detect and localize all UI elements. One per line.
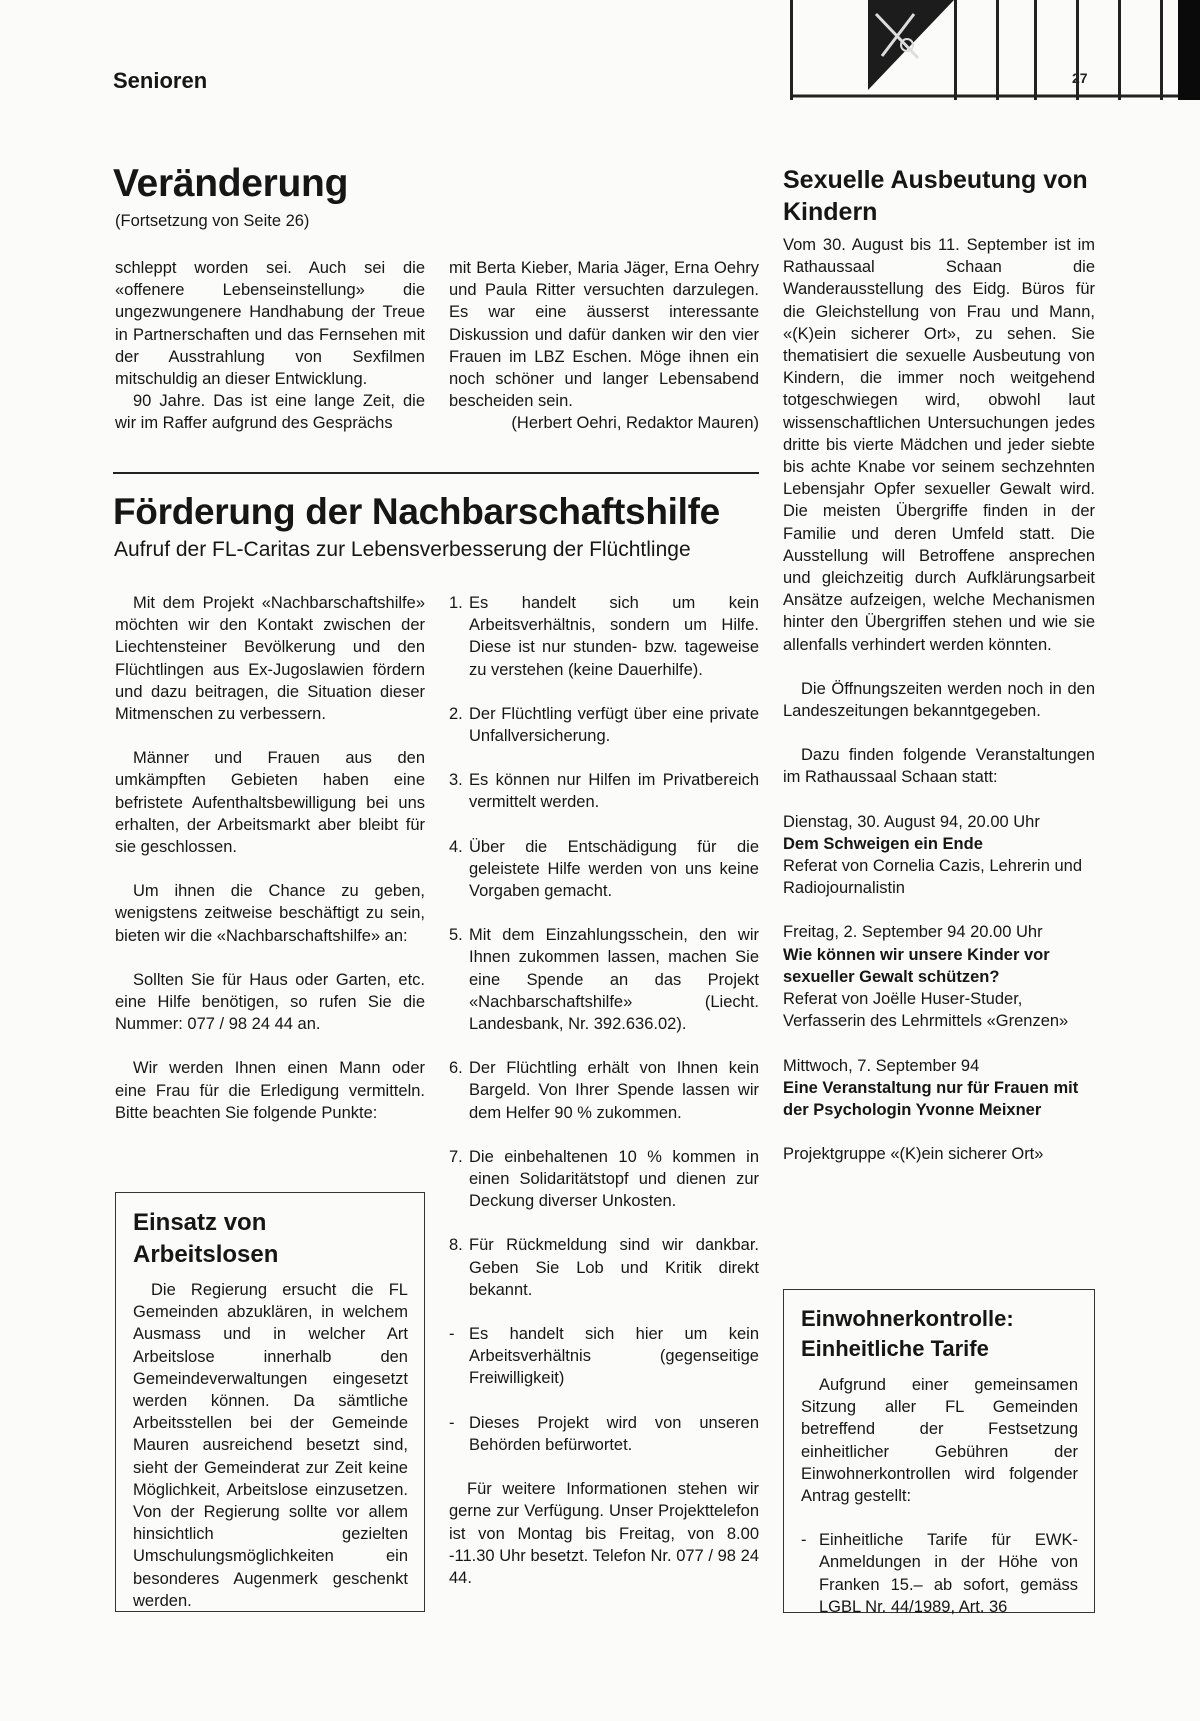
- article2-col1: [115, 592, 425, 1124]
- event-date: Freitag, 2. September 94 20.00 Uhr: [783, 923, 1043, 942]
- box-arbeitslose-text: Die Regierung ersucht die FL Gemeinden abzuklären, in welchem Ausmass und in welcher Art Arbeitslose innerhalb den Gemeindeverwaltungen eingesetzt werden können. Da sämtliche Arbeitsstellen bei der Gemeinde Mauren ausreichend besetzt sind, sieht der Gemeinderat zur Zeit keine Möglichkeit, Arbeitslose einzusetzen. Von der Regierung sollte vor allem hinsichtlich gezielten Umschulungsmöglichkeiten ein besonderes Augenmerk geschenkt werden.: [133, 1281, 408, 1610]
- section-title: Senioren: [113, 68, 208, 93]
- article1-author: (Herbert Oehri, Redaktor Mauren): [511, 414, 759, 433]
- article2-para: Sollten Sie für Haus oder Garten, etc. eine Hilfe benötigen, so rufen Sie die Nummer: 077 / 98 24 44 an.: [115, 970, 425, 1034]
- list-text: Es handelt sich um kein Arbeitsverhältnis, sondern um Hilfe. Diese ist nur stunden- bzw. tageweise zu verstehen (keine Dauerhilfe).: [469, 594, 759, 679]
- article3-body: [783, 234, 1095, 1165]
- article1-para: schleppt worden sei. Auch sei die «offenere Lebenseinstellung» die ungezwungenere Handhabung der Treue in Partnerschaften und das Fernsehen mit der Ausstrahlung von Sexfilmen mitschuldig an dieser Entwicklung.: [115, 259, 425, 389]
- article3-para: Die Öffnungszeiten werden noch in den Landeszeitungen bekanntgegeben.: [783, 679, 1095, 721]
- box-einwohner-text: Aufgrund einer gemeinsamen Sitzung aller FL Gemeinden betreffend der Festsetzung einheitlicher Gebühren der Einwohnerkontrollen wird folgender Antrag gestellt:: [801, 1376, 1078, 1506]
- list-text: Es können nur Hilfen im Privatbereich vermittelt werden.: [469, 771, 759, 812]
- divider: [113, 472, 759, 474]
- box-einwohner-item: Einheitliche Tarife für EWK-Anmeldungen in der Höhe von Franken 15.– ab sofort, gemäss LGBL Nr. 44/1989, Art. 36: [819, 1531, 1078, 1616]
- event-date: Dienstag, 30. August 94, 20.00 Uhr: [783, 812, 1040, 831]
- article2-para: Wir werden Ihnen einen Mann oder eine Frau für die Erledigung vermitteln. Bitte beachten Sie folgende Punkte:: [115, 1059, 425, 1122]
- article3-para: Dazu finden folgende Veranstaltungen im Rathaussaal Schaan statt:: [783, 746, 1095, 787]
- box-einwohner: [783, 1289, 1095, 1616]
- event-title: Dem Schweigen ein Ende: [783, 834, 983, 853]
- article1-col1: [115, 257, 425, 435]
- article2-col2: [449, 592, 759, 1589]
- article1-para: 90 Jahre. Das ist eine lange Zeit, die wir im Raffer aufgrund des Gesprächs: [115, 392, 425, 433]
- list-marker: -: [449, 1413, 455, 1432]
- article2-closing: Für weitere Informationen stehen wir gerne zur Verfügung. Unser Projekttelefon ist von Montag bis Freitag, von 8.00 -11.30 Uhr besetzt. Telefon Nr. 077 / 98 24 44.: [449, 1480, 759, 1587]
- list-marker: 3.: [449, 771, 463, 790]
- event: [783, 1055, 1095, 1122]
- list-text: Mit dem Einzahlungsschein, den wir Ihnen zukommen lassen, machen Sie eine Spende an das Projekt «Nachbarschaftshilfe» (Liecht. Landesbank, Nr. 392.636.02).: [469, 926, 759, 1034]
- article1-title: Veränderung: [113, 162, 349, 205]
- list-item: [449, 1412, 759, 1456]
- article3-para: Vom 30. August bis 11. September ist im Rathaussaal Schaan die Wanderausstellung des Eidg. Büros für die Gleichstellung von Frau und Mann, «(K)ein sicherer Ort», zu sehen. Sie thematisiert die sexuelle Ausbeutung von Kindern, die immer noch weitgehend totgeschwiegen wird, obwohl laut wissenschaftlichen Untersuchungen jedes dritte bis vierte Mädchen und jeder siebte bis achte Knabe vor seinem sechzehnten Lebensjahr Opfer sexueller Gewalt wird. Die meisten Übergriffe finden in der Familie und deren Umfeld statt. Die Ausstellung will Betroffene ansprechen und gleichzeitig durch Aufklärungsarbeit Ansätze aufzeigen, welche Mechanismen hinter den Übergriffen stehen und wie sie allenfalls verhindert werden könnten.: [783, 236, 1095, 654]
- list-marker: 4.: [449, 837, 463, 856]
- list-text: Die einbehaltenen 10 % kommen in einen Solidaritätstopf und dienen zur Deckung diverser Unkosten.: [469, 1147, 759, 1211]
- page-number: 27: [1072, 70, 1088, 86]
- article3-footer: Projektgruppe «(K)ein sicherer Ort»: [783, 1145, 1044, 1164]
- article2-subtitle: Aufruf der FL-Caritas zur Lebensverbesserung der Flüchtlinge: [114, 538, 691, 561]
- header-graphic: [778, 0, 1200, 100]
- list-text: Der Flüchtling verfügt über eine private Unfallversicherung.: [469, 704, 759, 746]
- list-item: [449, 1057, 759, 1124]
- event-desc: Referat von Cornelia Cazis, Lehrerin und Radiojournalistin: [783, 857, 1082, 898]
- box-einwohner-title: Einwohnerkontrolle: Einheitliche Tarife: [801, 1306, 1014, 1361]
- list-marker: 7.: [449, 1147, 463, 1166]
- list-text: Der Flüchtling erhält von Ihnen kein Bargeld. Von Ihrer Spende lassen wir dem Helfer 90 % zukommen.: [469, 1059, 759, 1122]
- event-desc: Referat von Joëlle Huser-Studer, Verfasserin des Lehrmittels «Grenzen»: [783, 990, 1069, 1031]
- event: [783, 921, 1095, 1032]
- article3-title: Sexuelle Ausbeutung von Kindern: [783, 166, 1088, 226]
- list-item: [449, 769, 759, 813]
- list-item: [449, 836, 759, 903]
- list-marker: -: [449, 1325, 455, 1344]
- box-arbeitslose: [115, 1192, 425, 1612]
- article2-title: Förderung der Nachbarschaftshilfe: [113, 491, 720, 532]
- event: [783, 811, 1095, 900]
- list-item: [449, 924, 759, 1035]
- article2-para: Männer und Frauen aus den umkämpften Gebieten haben eine befristete Aufenthaltsbewilligung bei uns erhalten, der Arbeitsmarkt aber bleibt für sie geschlossen.: [115, 749, 425, 857]
- box-arbeitslose-title: Einsatz von Arbeitslosen: [133, 1209, 279, 1268]
- article1-subtitle: (Fortsetzung von Seite 26): [115, 212, 310, 230]
- article2-para: Mit dem Projekt «Nachbarschaftshilfe» möchten wir den Kontakt zwischen der Liechtensteiner Bevölkerung und den Flüchtlingen aus Ex-Jugoslawien fördern und dazu beitragen, die Situation dieser Mitmenschen zu verbessern.: [115, 594, 425, 724]
- event-title: Eine Veranstaltung nur für Frauen mit der Psychologin Yvonne Meixner: [783, 1078, 1079, 1119]
- event-title: Wie können wir unsere Kinder vor sexueller Gewalt schützen?: [783, 945, 1050, 986]
- list-item: [449, 1234, 759, 1301]
- event-date: Mittwoch, 7. September 94: [783, 1056, 980, 1075]
- list-item: [449, 592, 759, 681]
- article1-col2: [449, 257, 759, 435]
- list-marker: 5.: [449, 926, 463, 945]
- list-marker: 8.: [449, 1236, 463, 1255]
- list-text: Für Rückmeldung sind wir dankbar. Geben Sie Lob und Kritik direkt bekannt.: [469, 1236, 759, 1299]
- list-text: Dieses Projekt wird von unseren Behörden befürwortet.: [469, 1413, 759, 1454]
- list-item: [801, 1529, 1078, 1618]
- list-item: [449, 703, 759, 747]
- list-item: [449, 1146, 759, 1213]
- list-marker: 2.: [449, 704, 463, 723]
- list-item: [449, 1323, 759, 1390]
- list-marker: -: [801, 1531, 807, 1550]
- header-logo-icon: [778, 0, 1200, 100]
- article2-para: Um ihnen die Chance zu geben, wenigstens zeitweise beschäftigt zu sein, bieten wir die «Nachbarschaftshilfe» an:: [115, 882, 425, 945]
- list-text: Über die Entschädigung für die geleistete Hilfe werden von uns keine Vorgaben gemacht.: [469, 837, 759, 901]
- list-text: Es handelt sich hier um kein Arbeitsverhältnis (gegenseitige Freiwilligkeit): [469, 1325, 759, 1388]
- article1-para: mit Berta Kieber, Maria Jäger, Erna Oehry und Paula Ritter versuchten darzulegen. Es war eine äusserst interessante Diskussion und dafür danken wir den vier Frauen im LBZ Eschen. Möge ihnen ein noch schöner und langer Lebensabend bescheiden sein.: [449, 259, 759, 411]
- list-marker: 6.: [449, 1059, 463, 1078]
- list-marker: 1.: [449, 594, 463, 612]
